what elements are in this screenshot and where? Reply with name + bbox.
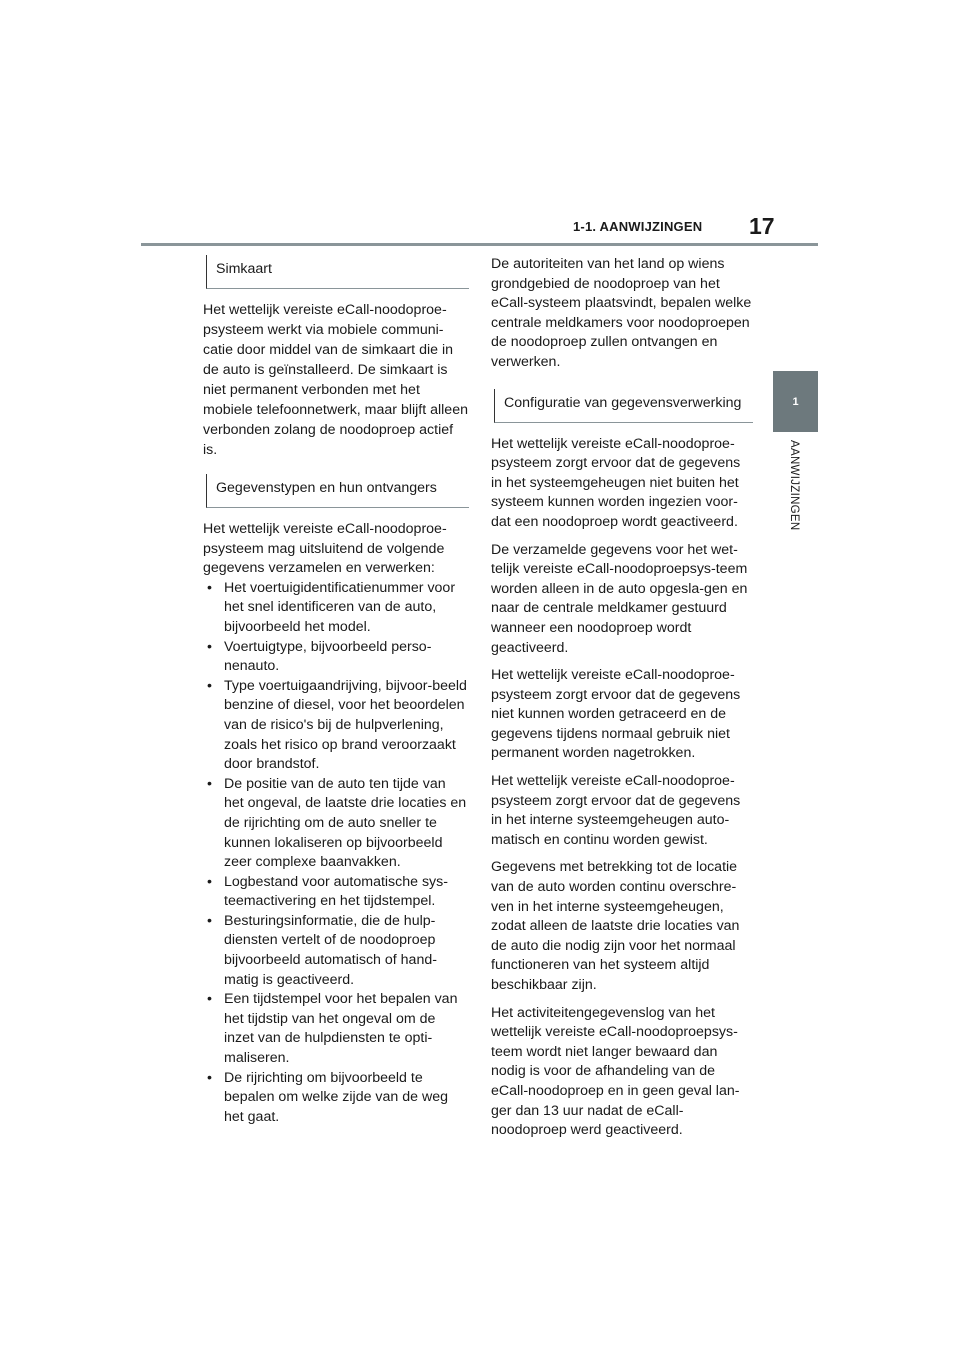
section-title: 1-1. AANWIJZINGEN xyxy=(573,219,703,234)
paragraph: Gegevens met betrekking tot de locatie van de auto worden continu overschre-ven in het interne systeemgeheugen, zodat alleen de laatste drie locaties van de auto die nodig zijn voor het normaal functioneren van het systeem altijd beschikbaar zijn. xyxy=(491,859,740,993)
list-item: • Besturingsinformatie, die de hulp-diensten vertelt of de noodoproep bijvoorbeeld automatisch of hand-matig is geactiveerd. xyxy=(203,912,469,990)
list-item: • De rijrichting om bijvoorbeeld te bepalen om welke zijde van de weg het gaat. xyxy=(203,1069,469,1128)
page-number: 17 xyxy=(749,213,775,239)
list-item: • Een tijdstempel voor het bepalen van het tijdstip van het ongeval om de inzet van de hulpdiensten te opti-maliseren. xyxy=(203,990,469,1068)
paragraph: Het wettelijk vereiste eCall-noodoproe-psysteem zorgt ervoor dat de gegevens in het systeemgeheugen niet buiten het systeem kunnen worden ingezien voor-dat een noodoproep wordt geactiveerd. xyxy=(491,435,741,530)
list-item: • De positie van de auto ten tijde van het ongeval, de laatste drie locaties en de rijrichting om de auto sneller te kunnen lokaliseren op bijvoorbeeld zeer complexe baanvakken. xyxy=(203,775,469,873)
heading-simkaart: Simkaart xyxy=(206,255,469,289)
paragraph: Het wettelijk vereiste eCall-noodoproe-psysteem zorgt ervoor dat de gegevens in het interne systeemgeheugen auto-matisch en continu worden gewist. xyxy=(491,773,741,848)
paragraph-gegevenstypen: Het wettelijk vereiste eCall-noodoproe-psysteem mag uitsluitend de volgende gegevens verzamelen en verwerken: xyxy=(203,521,447,577)
chapter-number: 1 xyxy=(792,395,799,408)
data-types-list xyxy=(203,579,469,1128)
list-item: • Het voertuigidentificatienummer voor het snel identificeren van de auto, bijvoorbeeld het model. xyxy=(203,579,469,638)
right-column xyxy=(491,255,753,1149)
chapter-title: AANWIJZINGEN xyxy=(788,440,800,531)
heading-gegevenstypen: Gegevenstypen en hun ontvangers xyxy=(206,474,469,508)
chapter-tab xyxy=(773,371,818,432)
paragraph-autoriteiten: De autoriteiten van het land op wiens grondgebied de noodoproep van het eCall-systeem plaatsvindt, bepalen welke centrale meldkamers voor noodoproepen de noodoproep zullen ontvangen en verwerken. xyxy=(491,256,752,370)
heading-configuratie: Configuratie van gegevensverwerking xyxy=(494,389,753,423)
list-item: • Type voertuigaandrijving, bijvoor-beeld benzine of diesel, voor het beoordelen van de risico's bij de hulpverlening, zoals het risico op brand veroorzaakt door brandstof. xyxy=(203,677,469,775)
paragraph: De verzamelde gegevens voor het wet-telijk vereiste eCall-noodoproepsys-teem worden alleen in de auto opgesla-gen en naar de centrale meldkamer gestuurd wanneer een noodoproep wordt geactiveerd. xyxy=(491,541,748,656)
header-divider xyxy=(141,243,818,246)
left-column xyxy=(203,255,469,1127)
paragraph: Het activiteitengegevenslog van het wettelijk vereiste eCall-noodoproepsys-teem wordt niet langer bewaard dan nodig is voor de afhandeling van de eCall-noodoproep en in geen geval lan-ger dan 13 uur nadat de eCall-noodoproep werd geactiveerd. xyxy=(491,1004,740,1139)
paragraph-simkaart: Het wettelijk vereiste eCall-noodoproe-psysteem werkt via mobiele communi-catie door middel van de simkaart die in de auto is geïnstalleerd. De simkaart is niet permanent verbonden met het mobiele telefoonnetwerk, maar blijft alleen verbonden zolang de noodoproep actief is. xyxy=(203,302,468,458)
list-item: • Logbestand voor automatische sys-teemactivering en het tijdstempel. xyxy=(203,873,469,912)
paragraph: Het wettelijk vereiste eCall-noodoproe-psysteem zorgt ervoor dat de gegevens niet kunnen worden getraceerd en de gegevens tijdens normaal gebruik niet permanent worden nagetrokken. xyxy=(491,667,741,762)
list-item: • Voertuigtype, bijvoorbeeld perso-nenauto. xyxy=(203,638,469,677)
